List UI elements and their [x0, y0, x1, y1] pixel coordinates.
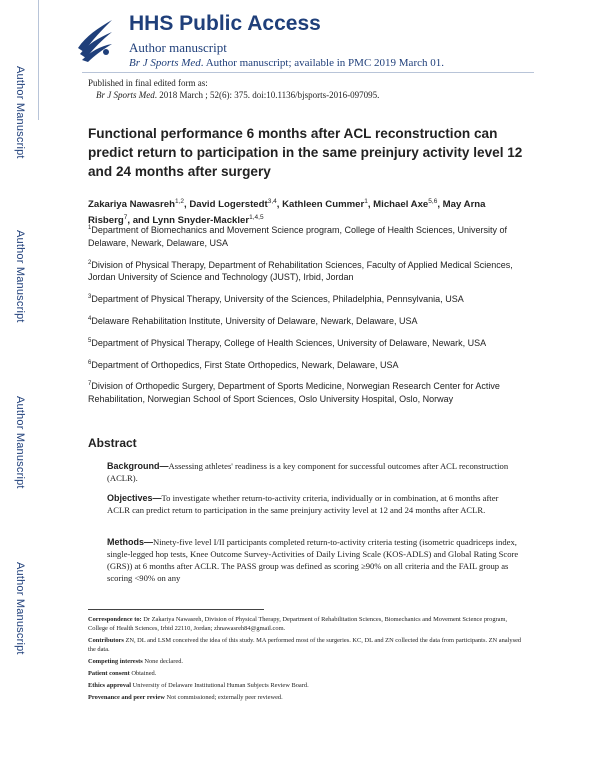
author-name: Zakariya Nawasreh — [88, 199, 175, 211]
publication-note — [88, 77, 379, 101]
abstract-heading: Abstract — [88, 436, 137, 450]
affiliation-number: 2 — [88, 259, 92, 266]
footnote — [88, 693, 528, 702]
margin-rule — [38, 0, 39, 120]
footnote-text: Obtained. — [129, 670, 157, 677]
author-affil-sup: 1,2 — [174, 198, 184, 205]
footnote-divider — [88, 609, 264, 610]
methods-label: Methods— — [107, 537, 153, 547]
abstract-objectives — [107, 492, 522, 516]
citation-details: . 2018 March ; 52(6): 375. doi:10.1136/bjsports-2016-097095. — [154, 90, 380, 100]
affiliation — [88, 335, 528, 350]
affiliation — [88, 257, 528, 285]
author-name: Kathleen Cummer — [282, 199, 365, 211]
hhs-public-access-title: HHS Public Access — [129, 12, 321, 35]
methods-text: Ninety-five level I/II participants completed return-to-activity criteria testing (isometric quadriceps index, single-legged hop tests, Knee Outcome Survey-Activities of Daily Living Scale (KOS-ADLS) and Global Rating Score (GRS)) at 6 months after ACLR. The PASS group was defined as scoring ≥90% on all criteria and the FAIL group as scoring <90% on any — [107, 537, 519, 583]
footnote-label: Patient consent — [88, 670, 130, 677]
author-separator: , — [276, 199, 283, 211]
citation — [88, 89, 379, 101]
footnote — [88, 615, 528, 633]
affiliation-number: 5 — [88, 337, 92, 344]
footnote-text: None declared. — [142, 658, 184, 665]
affiliation-text: Division of Physical Therapy, Department of Rehabilitation Sciences, Faculty of Applied Medical Sciences, Jordan University of Science and Technology (JUST), Irbid, Jordan — [88, 259, 513, 283]
author-separator: , and — [127, 215, 153, 227]
abstract-methods — [107, 536, 522, 584]
header-divider — [82, 72, 534, 73]
footnote-text: Not commissioned; externally peer reviewed. — [164, 694, 283, 701]
footnote — [88, 681, 528, 690]
footnote-text: ZN, DL and LSM conceived the idea of this study. MA performed most of the surgeries. KC, DL and ZN collected the data from participants. ZN analysed the data. — [88, 637, 522, 653]
author-affil-sup: 7 — [123, 214, 128, 222]
background-label: Background— — [107, 461, 169, 471]
footnote-label: Contributors — [88, 637, 124, 644]
article-title: Functional performance 6 months after ACL reconstruction can predict return to participation in the same preinjury activity level 12 and 24 months after surgery — [88, 126, 523, 179]
affiliation-number: 3 — [88, 294, 92, 301]
affiliation-text: Department of Physical Therapy, College of Health Sciences, University of Delaware, Newark, USA — [91, 337, 487, 348]
author-affil-sup: 1,4,5 — [249, 214, 264, 222]
objectives-label: Objectives— — [107, 493, 162, 503]
footnote-label: Provenance and peer review — [88, 694, 165, 701]
affiliation — [88, 357, 528, 372]
author-manuscript-subtitle: Author manuscript — [129, 40, 227, 55]
affiliations — [88, 222, 528, 413]
affiliation-number: 6 — [88, 359, 92, 366]
footnote-text: Dr Zakariya Nawasreh, Division of Physical Therapy, Department of Rehabilitation Sciences, Biomechanics and Movement Science program, College of Health Sciences, Irbid 22110, Jordan; zhnawasreh84@gmail.com. — [88, 616, 508, 632]
affiliation — [88, 291, 528, 306]
affiliation-text: Department of Physical Therapy, University of the Sciences, Philadelphia, Pennsylvania, USA — [91, 294, 464, 305]
side-label-author-manuscript: Author Manuscript — [14, 396, 26, 489]
citation-journal: Br J Sports Med — [96, 90, 155, 100]
background-text: Assessing athletes' readiness is a key component for successful outcomes after ACL reconstruction (ACLR). — [107, 461, 509, 483]
author-name: David Logerstedt — [189, 199, 268, 211]
author-name: May Arna Risberg — [88, 199, 486, 227]
author-name: Lynn Snyder-Mackler — [152, 215, 250, 227]
affiliation — [88, 222, 528, 250]
journal-abbrev: Br J Sports Med — [129, 57, 201, 69]
objectives-text: To investigate whether return-to-activity criteria, individually or in combination, at 6 months after ACLR can predict return to participation in the same preinjury activity level at 12 and 24 months after ACLR. — [107, 493, 499, 515]
side-label-author-manuscript: Author Manuscript — [14, 66, 26, 159]
author-name: Michael Axe — [373, 199, 429, 211]
author-affil-sup: 1 — [364, 198, 368, 205]
affiliation-text: Delaware Rehabilitation Institute, University of Delaware, Newark, Delaware, USA — [91, 315, 418, 326]
footnote — [88, 636, 528, 654]
side-label-author-manuscript: Author Manuscript — [14, 562, 26, 655]
author-affil-sup: 3,4 — [267, 198, 277, 205]
author-affil-sup: 5,6 — [428, 198, 438, 205]
footnote — [88, 669, 528, 678]
hhs-eagle-logo — [72, 14, 118, 64]
author-separator: , — [183, 199, 190, 211]
affiliation-number: 1 — [88, 225, 92, 231]
author-separator: , — [437, 199, 443, 211]
abstract-background — [107, 460, 522, 484]
affiliation — [88, 313, 528, 328]
footnote-text: University of Delaware Institutional Human Subjects Review Board. — [131, 682, 309, 689]
affiliation-number: 4 — [88, 315, 92, 322]
footnote — [88, 657, 528, 666]
pubnote-line: Published in final edited form as: — [88, 78, 208, 88]
affiliation-text: Department of Biomechanics and Movement Science program, College of Health Sciences, University of Delaware, Newark, Delaware, USA — [88, 225, 508, 248]
journal-availability — [129, 57, 444, 69]
footnote-label: Correspondence to: — [88, 616, 142, 623]
author-separator: , — [367, 199, 374, 211]
affiliation-text: Division of Orthopedic Surgery, Department of Sports Medicine, Norwegian Research Center for Active Rehabilitation, Norwegian School of Sport Sciences, Oslo University Hospital, Oslo, Norway — [88, 381, 500, 405]
affiliation — [88, 378, 528, 406]
footnotes — [88, 615, 528, 705]
footnote-label: Competing interests — [88, 658, 143, 665]
footnote-label: Ethics approval — [88, 682, 132, 689]
availability-text: . Author manuscript; available in PMC 2019 March 01. — [200, 57, 444, 69]
affiliation-text: Department of Orthopedics, First State Orthopedics, Newark, Delaware, USA — [91, 359, 399, 370]
affiliation-number: 7 — [88, 381, 92, 388]
side-label-author-manuscript: Author Manuscript — [14, 230, 26, 323]
